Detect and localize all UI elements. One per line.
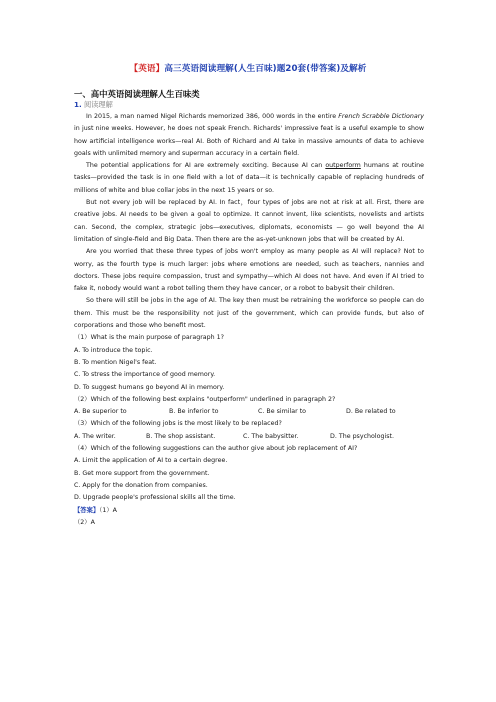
- option: D. Upgrade people's professional skills all the time.: [74, 494, 236, 502]
- answer-2: （2）A: [74, 518, 95, 526]
- subsection-heading: [74, 100, 113, 110]
- question-2: （2）Which of the following best explains "outperform" underlined in paragraph 2?: [74, 395, 336, 403]
- option: B. The shop assistant.: [146, 432, 216, 440]
- underlined-word: outperform: [325, 162, 361, 170]
- answer-1: （1）A: [99, 506, 117, 514]
- option: D. To suggest humans go beyond AI in memory.: [74, 383, 225, 391]
- subsection-label: 阅读理解: [84, 100, 113, 109]
- question-4: （4）Which of the following suggestions can the author give about job replacement of AI?: [74, 445, 358, 453]
- option: A. Be superior to: [74, 408, 127, 416]
- options-row: [74, 431, 424, 443]
- paragraph-1-text-a: In 2015, a man named Nigel Richards memorized 386, 000 words in the entire: [86, 113, 339, 120]
- paragraph-2: [74, 160, 424, 197]
- option: A. Limit the application of AI to a certain degree.: [74, 457, 228, 465]
- option: A. The writer.: [74, 432, 116, 440]
- option: D. The psychologist.: [330, 432, 394, 440]
- option: C. To stress the importance of good memory.: [74, 371, 216, 379]
- answer-line: [74, 505, 424, 517]
- paragraph-3: But not every job will be replaced by AI. In fact，four types of jobs are not at risk at all. First, there are creative jobs. AI needs to be given a goal to optimize. It cannot invent, like scientists, novelists and artists can. Second, the complex, strategic jobs—executives, diplomats, economists — go well beyond the AI limitation of single-field and Big Data. Then there are the as-yet-unknown jobs that will be created by AI.: [74, 199, 424, 243]
- option: D. Be related to: [346, 408, 396, 416]
- title-text: 高三英语阅读理解(人生百味)题20套(带答案)及解析: [164, 64, 367, 74]
- paragraph-1: [74, 111, 424, 160]
- option: C. Be similar to: [258, 408, 307, 416]
- paragraph-5: So there will still be jobs in the age of AI. The key then must be retraining the workforce so people can do them. This must be the responsibility not just of the government, which can provide funds, but also of corporations and those who benefit most.: [74, 297, 424, 330]
- option: B. Be inferior to: [169, 408, 219, 416]
- option: C. Apply for the donation from companies.: [74, 481, 208, 489]
- document-body: [74, 111, 424, 529]
- option: B. To mention Nigel's feat.: [74, 358, 157, 366]
- paragraph-1-text-b: in just nine weeks. However, he does not speak French. Richards' impressive feat is a useful example to show how artificial intelligence works—real AI. Both of Richard and AI take in massive amounts of data to achieve goals with unlimited memory and superman accuracy in a certain field.: [74, 125, 424, 157]
- document-title: [0, 62, 496, 74]
- section-heading: 一、高中英语阅读理解人生百味类: [74, 89, 200, 99]
- subsection-number: 1.: [74, 100, 82, 109]
- option: C. The babysitter.: [243, 432, 299, 440]
- answer-key: 【答案】: [74, 506, 100, 514]
- question-3: （3）Which of the following jobs is the most likely to be replaced?: [74, 420, 282, 428]
- paragraph-2-text-b: humans at routine tasks—provided the task is in one field with a lot of data—it is technically capable of replacing hundreds of millions of white and blue collar jobs in the next 15 years or so.: [74, 162, 424, 194]
- option: B. Get more support from the government.: [74, 469, 210, 477]
- paragraph-4: Are you worried that these three types of jobs won't employ as many people as AI will replace? Not to worry, as the fourth type is much larger: jobs where emotions are needed, such as teachers, nannies and doctors. These jobs require compassion, trust and sympathy—which AI does not have. And even if AI tried to fake it, nobody would want a robot telling them they have cancer, or a robot to babysit their children.: [74, 248, 424, 293]
- paragraph-1-italic: French Scrabble Dictionary: [338, 113, 425, 120]
- option: A. To introduce the topic.: [74, 346, 153, 354]
- paragraph-2-text-a: The potential applications for AI are extremely exciting. Because AI can: [86, 162, 326, 170]
- question-1: （1）What is the main purpose of paragraph 1?: [74, 334, 224, 342]
- title-bracket: 【英语】: [129, 64, 165, 74]
- options-row: [74, 406, 424, 418]
